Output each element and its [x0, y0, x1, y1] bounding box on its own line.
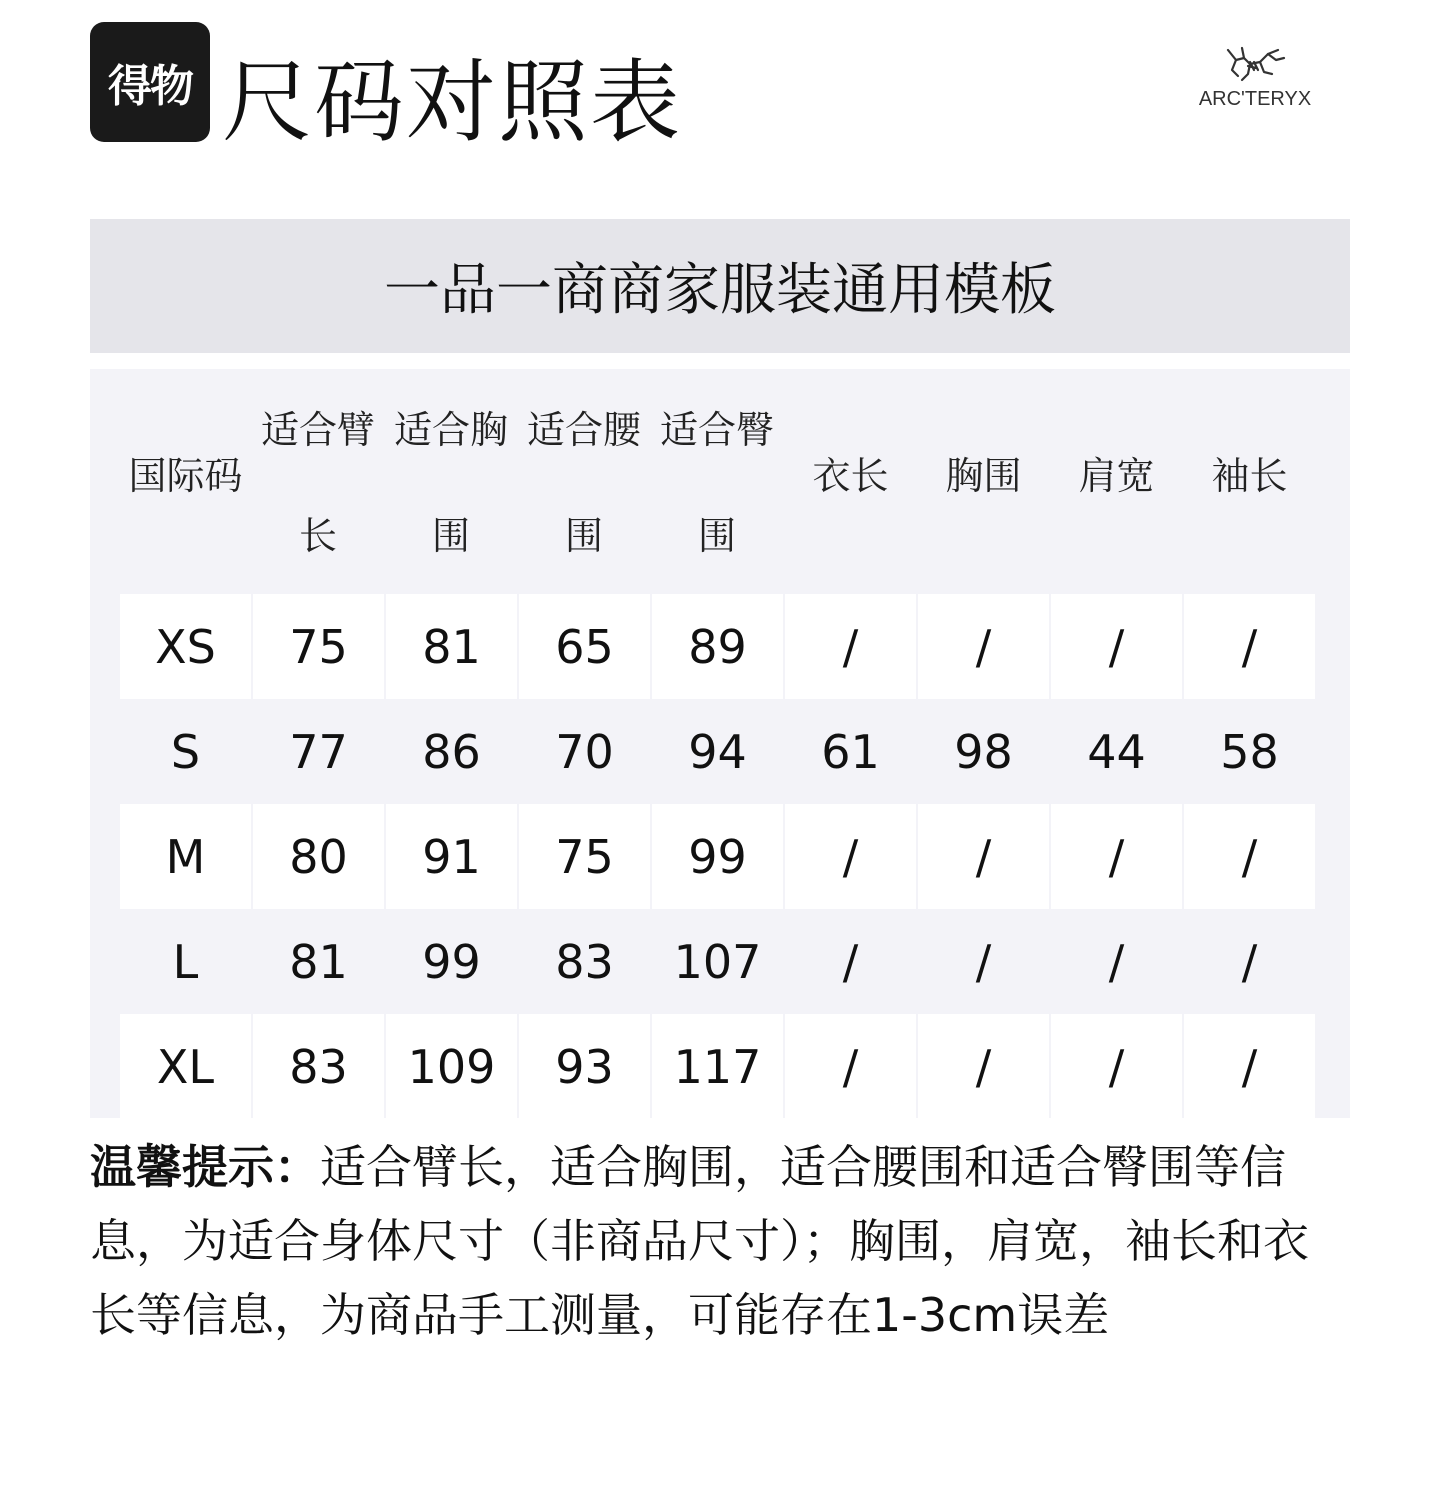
value-cell: 44 [1087, 724, 1146, 779]
value-cell: / [1108, 934, 1125, 989]
header-arm-length: 适合臂 长 [260, 408, 375, 558]
value-cell: / [918, 804, 1049, 909]
dewu-logo: 得物 [90, 22, 210, 142]
notice-label: 温馨提示： [90, 1140, 320, 1194]
value-cell: 80 [253, 804, 384, 909]
size-table [90, 369, 1350, 1118]
notice-text [90, 1130, 1350, 1352]
value-cell: 77 [289, 724, 348, 779]
notice-body: 适合臂长，适合胸围，适合腰围和适合臀围等信息，为适合身体尺寸（非商品尺寸）；胸围，肩宽，袖长和衣长等信息，为商品手工测量，可能存在1-3cm误差 [90, 1140, 1309, 1342]
value-cell: 75 [519, 804, 650, 909]
header-fit-waist: 适合腰 围 [526, 408, 641, 558]
size-cell: XS [120, 594, 251, 699]
value-cell: / [975, 934, 992, 989]
table-row [120, 594, 1318, 699]
size-cell: M [120, 804, 251, 909]
value-cell: 91 [386, 804, 517, 909]
value-cell: 61 [821, 724, 880, 779]
header-fit-chest: 适合胸 围 [393, 408, 508, 558]
value-cell: / [1051, 1014, 1182, 1119]
template-subtitle: 一品一商商家服装通用模板 [90, 219, 1350, 353]
value-cell: / [1184, 1014, 1315, 1119]
header-chest: 胸围 [945, 454, 1022, 498]
table-row [120, 1014, 1318, 1119]
value-cell: / [1184, 804, 1315, 909]
table-row [120, 909, 1318, 1014]
value-cell: 89 [652, 594, 783, 699]
value-cell: / [785, 1014, 916, 1119]
size-cell: L [172, 934, 199, 989]
header-shoulder: 肩宽 [1078, 454, 1155, 498]
value-cell: 98 [954, 724, 1013, 779]
archaeopteryx-icon [1220, 40, 1290, 84]
value-cell: 99 [422, 934, 481, 989]
value-cell: 81 [289, 934, 348, 989]
value-cell: 86 [422, 724, 481, 779]
value-cell: / [785, 804, 916, 909]
value-cell: 93 [519, 1014, 650, 1119]
value-cell: / [785, 594, 916, 699]
value-cell: 65 [519, 594, 650, 699]
value-cell: / [1051, 804, 1182, 909]
value-cell: 109 [386, 1014, 517, 1119]
value-cell: / [1051, 594, 1182, 699]
brand-logo [1190, 40, 1320, 130]
value-cell: / [842, 934, 859, 989]
value-cell: 70 [555, 724, 614, 779]
header-size: 国际码 [128, 454, 243, 498]
value-cell: 83 [555, 934, 614, 989]
value-cell: 81 [386, 594, 517, 699]
brand-text: ARC'TERYX [1198, 88, 1312, 110]
header-fit-hip: 适合臀 围 [659, 408, 774, 558]
page-title: 尺码对照表 [222, 50, 682, 155]
value-cell: / [1241, 934, 1258, 989]
value-cell: / [1184, 594, 1315, 699]
size-cell: XL [120, 1014, 251, 1119]
value-cell: 94 [688, 724, 747, 779]
value-cell: 107 [673, 934, 762, 989]
size-cell: S [170, 724, 201, 779]
header-garment-length: 衣长 [812, 454, 889, 498]
value-cell: 117 [652, 1014, 783, 1119]
value-cell: 58 [1220, 724, 1279, 779]
value-cell: 99 [652, 804, 783, 909]
value-cell: 75 [253, 594, 384, 699]
value-cell: / [918, 1014, 1049, 1119]
value-cell: / [918, 594, 1049, 699]
table-row [120, 699, 1318, 804]
table-row [120, 804, 1318, 909]
value-cell: 83 [253, 1014, 384, 1119]
header-sleeve: 袖长 [1211, 454, 1288, 498]
